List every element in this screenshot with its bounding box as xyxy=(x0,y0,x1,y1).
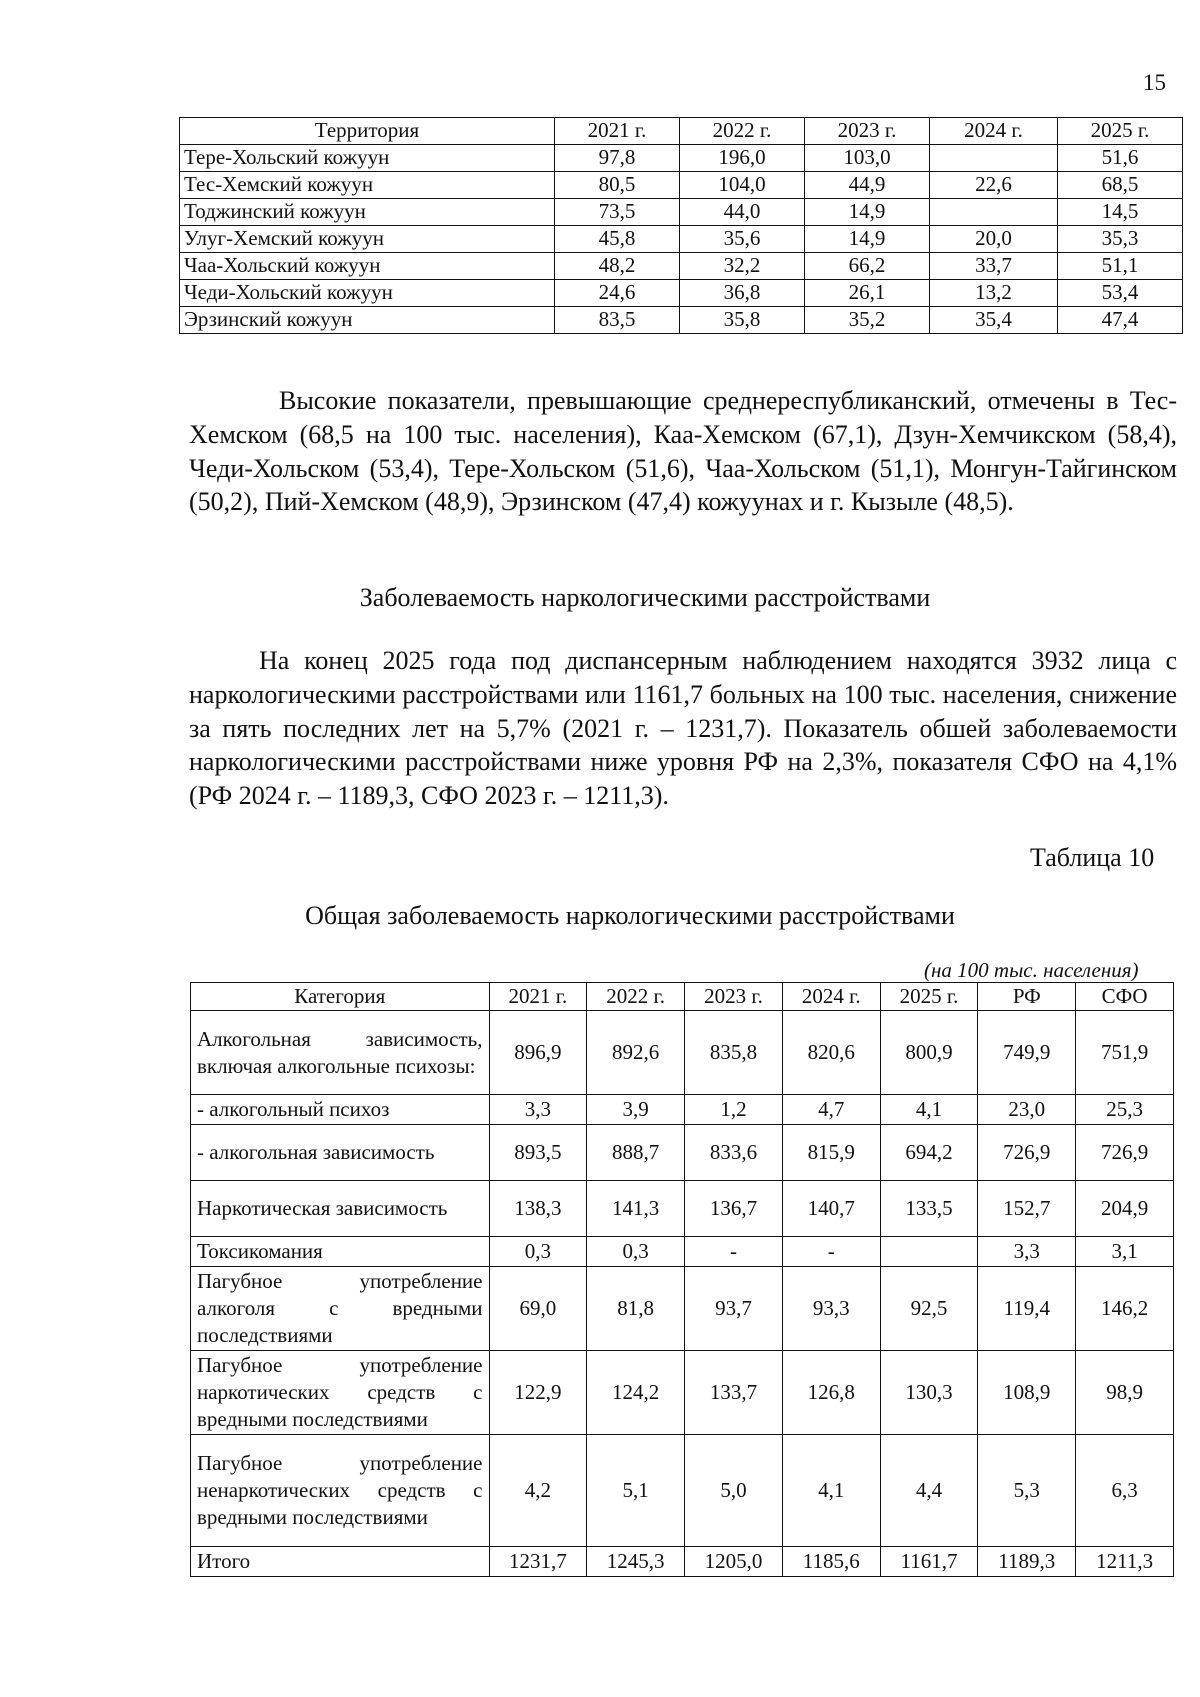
column-header: СФО xyxy=(1076,983,1174,1011)
column-header: Территория xyxy=(180,118,555,145)
value-cell: 133,5 xyxy=(880,1181,978,1237)
value-cell: 35,3 xyxy=(1058,226,1183,253)
section-heading: Заболеваемость наркологическими расстройствами xyxy=(359,583,931,612)
table-row xyxy=(180,226,1183,253)
column-header: РФ xyxy=(978,983,1076,1011)
value-cell: 47,4 xyxy=(1058,307,1183,334)
value-cell: 69,0 xyxy=(489,1267,587,1351)
value-cell: 4,2 xyxy=(489,1435,587,1547)
table-header-row xyxy=(191,983,1174,1011)
value-cell: 51,1 xyxy=(1058,253,1183,280)
value-cell: 1185,6 xyxy=(782,1547,880,1577)
table-row xyxy=(191,1547,1174,1577)
value-cell: 45,8 xyxy=(555,226,680,253)
value-cell: 44,9 xyxy=(805,172,930,199)
value-cell: 1211,3 xyxy=(1076,1547,1174,1577)
value-cell: 136,7 xyxy=(685,1181,783,1237)
value-cell: 53,4 xyxy=(1058,280,1183,307)
value-cell: 14,5 xyxy=(1058,199,1183,226)
table-row xyxy=(191,1237,1174,1267)
value-cell: 196,0 xyxy=(680,145,805,172)
value-cell: 5,0 xyxy=(685,1435,783,1547)
row-label-cell: Пагубное употребление наркотических средств с вредными последствиями xyxy=(191,1351,490,1435)
value-cell: 68,5 xyxy=(1058,172,1183,199)
column-header: 2021 г. xyxy=(489,983,587,1011)
table-row xyxy=(191,1095,1174,1125)
value-cell: 138,3 xyxy=(489,1181,587,1237)
table-title: Общая заболеваемость наркологическими расстройствами xyxy=(305,901,955,930)
table-row xyxy=(180,253,1183,280)
value-cell xyxy=(930,199,1058,226)
value-cell: 4,1 xyxy=(782,1435,880,1547)
value-cell: 26,1 xyxy=(805,280,930,307)
value-cell: 1161,7 xyxy=(880,1547,978,1577)
table-row xyxy=(191,1351,1174,1435)
value-cell: 35,4 xyxy=(930,307,1058,334)
value-cell: - xyxy=(782,1237,880,1267)
value-cell: 80,5 xyxy=(555,172,680,199)
row-label-cell: Итого xyxy=(191,1547,490,1577)
value-cell: 83,5 xyxy=(555,307,680,334)
value-cell: 5,3 xyxy=(978,1435,1076,1547)
row-label-cell: Наркотическая зависимость xyxy=(191,1181,490,1237)
category-table xyxy=(190,982,1174,1577)
table-row xyxy=(191,1011,1174,1095)
value-cell: 1231,7 xyxy=(489,1547,587,1577)
value-cell: 726,9 xyxy=(1076,1125,1174,1181)
value-cell: 51,6 xyxy=(1058,145,1183,172)
value-cell: 820,6 xyxy=(782,1011,880,1095)
value-cell: 888,7 xyxy=(587,1125,685,1181)
value-cell: 0,3 xyxy=(489,1237,587,1267)
value-cell: 141,3 xyxy=(587,1181,685,1237)
column-header: 2022 г. xyxy=(587,983,685,1011)
row-label-cell: Чеди-Хольский кожуун xyxy=(180,280,555,307)
value-cell: 22,6 xyxy=(930,172,1058,199)
value-cell: 893,5 xyxy=(489,1125,587,1181)
table-label: Таблица 10 xyxy=(1030,843,1155,872)
value-cell: 97,8 xyxy=(555,145,680,172)
value-cell: 98,9 xyxy=(1076,1351,1174,1435)
value-cell: 36,8 xyxy=(680,280,805,307)
value-cell: 133,7 xyxy=(685,1351,783,1435)
table-row xyxy=(191,1181,1174,1237)
value-cell: 119,4 xyxy=(978,1267,1076,1351)
value-cell: 6,3 xyxy=(1076,1435,1174,1547)
value-cell: 35,2 xyxy=(805,307,930,334)
value-cell: 93,7 xyxy=(685,1267,783,1351)
value-cell: 81,8 xyxy=(587,1267,685,1351)
column-header: 2024 г. xyxy=(782,983,880,1011)
value-cell: 35,6 xyxy=(680,226,805,253)
value-cell: 35,8 xyxy=(680,307,805,334)
value-cell: 13,2 xyxy=(930,280,1058,307)
value-cell: 4,4 xyxy=(880,1435,978,1547)
value-cell: 896,9 xyxy=(489,1011,587,1095)
table-row xyxy=(191,1125,1174,1181)
column-header: 2022 г. xyxy=(680,118,805,145)
value-cell: 92,5 xyxy=(880,1267,978,1351)
value-cell: 3,3 xyxy=(978,1237,1076,1267)
value-cell: 1,2 xyxy=(685,1095,783,1125)
value-cell: 130,3 xyxy=(880,1351,978,1435)
value-cell: 48,2 xyxy=(555,253,680,280)
value-cell: 1245,3 xyxy=(587,1547,685,1577)
value-cell: 14,9 xyxy=(805,226,930,253)
row-label-cell: Токсикомания xyxy=(191,1237,490,1267)
value-cell: 751,9 xyxy=(1076,1011,1174,1095)
paragraph-high-rates: Высокие показатели, превышающие среднереспубликанский, отмечены в Тес-Хемском (68,5 на 100 тыс. населения), Каа-Хемском (67,1), Дзун-Хемчикском (58,4), Чеди-Хольском (53,4), Тере-Хольском (51,6), Чаа-Хольском (51,1), Монгун-Тайгинском (50,2), Пий-Хемском (48,9), Эрзинском (47,4) кожуунах и г. Кызыле (48,5). xyxy=(189,386,1177,517)
value-cell: 146,2 xyxy=(1076,1267,1174,1351)
table-row xyxy=(191,1267,1174,1351)
value-cell xyxy=(930,145,1058,172)
table-row xyxy=(180,172,1183,199)
table-row xyxy=(180,280,1183,307)
value-cell: 3,1 xyxy=(1076,1237,1174,1267)
value-cell: 3,3 xyxy=(489,1095,587,1125)
value-cell: 44,0 xyxy=(680,199,805,226)
value-cell: 5,1 xyxy=(587,1435,685,1547)
value-cell: 104,0 xyxy=(680,172,805,199)
value-cell: 1205,0 xyxy=(685,1547,783,1577)
value-cell: 800,9 xyxy=(880,1011,978,1095)
value-cell: 122,9 xyxy=(489,1351,587,1435)
value-cell: 124,2 xyxy=(587,1351,685,1435)
table-row xyxy=(191,1435,1174,1547)
table-row xyxy=(180,307,1183,334)
value-cell: 726,9 xyxy=(978,1125,1076,1181)
value-cell: 204,9 xyxy=(1076,1181,1174,1237)
value-cell: 73,5 xyxy=(555,199,680,226)
value-cell: 66,2 xyxy=(805,253,930,280)
value-cell xyxy=(880,1237,978,1267)
value-cell: 835,8 xyxy=(685,1011,783,1095)
column-header: 2025 г. xyxy=(880,983,978,1011)
column-header: 2023 г. xyxy=(685,983,783,1011)
row-label-cell: Тоджинский кожуун xyxy=(180,199,555,226)
column-header: 2024 г. xyxy=(930,118,1058,145)
row-label-cell: Пагубное употребление алкоголя с вредными последствиями xyxy=(191,1267,490,1351)
value-cell: 152,7 xyxy=(978,1181,1076,1237)
table-header-row xyxy=(180,118,1183,145)
column-header: 2023 г. xyxy=(805,118,930,145)
value-cell: 103,0 xyxy=(805,145,930,172)
territory-table xyxy=(179,117,1183,334)
value-cell: 20,0 xyxy=(930,226,1058,253)
column-header: Категория xyxy=(191,983,490,1011)
row-label-cell: Эрзинский кожуун xyxy=(180,307,555,334)
row-label-cell: Чаа-Хольский кожуун xyxy=(180,253,555,280)
value-cell: 140,7 xyxy=(782,1181,880,1237)
row-label-cell: Пагубное употребление ненаркотических средств с вредными последствиями xyxy=(191,1435,490,1547)
row-label-cell: Улуг-Хемский кожуун xyxy=(180,226,555,253)
row-label-cell: - алкогольная зависимость xyxy=(191,1125,490,1181)
value-cell: 33,7 xyxy=(930,253,1058,280)
paragraph-dispensary: На конец 2025 года под диспансерным наблюдением находятся 3932 лица с наркологическими расстройствами или 1161,7 больных на 100 тыс. населения, снижение за пять последних лет на 5,7% (2021 г. – 1231,7). Показатель обшей заболеваемости наркологическими расстройствами ниже уровня РФ на 2,3%, показателя СФО на 4,1% (РФ 2024 г. – 1189,3, СФО 2023 г. – 1211,3). xyxy=(189,646,1177,811)
value-cell: 23,0 xyxy=(978,1095,1076,1125)
value-cell: 108,9 xyxy=(978,1351,1076,1435)
row-label-cell: Тере-Хольский кожуун xyxy=(180,145,555,172)
value-cell: 24,6 xyxy=(555,280,680,307)
value-cell: 1189,3 xyxy=(978,1547,1076,1577)
value-cell: 4,1 xyxy=(880,1095,978,1125)
value-cell: 25,3 xyxy=(1076,1095,1174,1125)
column-header: 2025 г. xyxy=(1058,118,1183,145)
value-cell: 833,6 xyxy=(685,1125,783,1181)
value-cell: 815,9 xyxy=(782,1125,880,1181)
row-label-cell: - алкогольный психоз xyxy=(191,1095,490,1125)
value-cell: 892,6 xyxy=(587,1011,685,1095)
row-label-cell: Тес-Хемский кожуун xyxy=(180,172,555,199)
value-cell: 4,7 xyxy=(782,1095,880,1125)
column-header: 2021 г. xyxy=(555,118,680,145)
page-number: 15 xyxy=(1143,70,1166,95)
value-cell: 3,9 xyxy=(587,1095,685,1125)
value-cell: 126,8 xyxy=(782,1351,880,1435)
value-cell: 93,3 xyxy=(782,1267,880,1351)
value-cell: 0,3 xyxy=(587,1237,685,1267)
value-cell: 32,2 xyxy=(680,253,805,280)
table-row xyxy=(180,145,1183,172)
units-note: (на 100 тыс. населения) xyxy=(924,958,1139,982)
value-cell: - xyxy=(685,1237,783,1267)
table-row xyxy=(180,199,1183,226)
row-label-cell: Алкогольная зависимость, включая алкогольные психозы: xyxy=(191,1011,490,1095)
value-cell: 694,2 xyxy=(880,1125,978,1181)
value-cell: 749,9 xyxy=(978,1011,1076,1095)
value-cell: 14,9 xyxy=(805,199,930,226)
